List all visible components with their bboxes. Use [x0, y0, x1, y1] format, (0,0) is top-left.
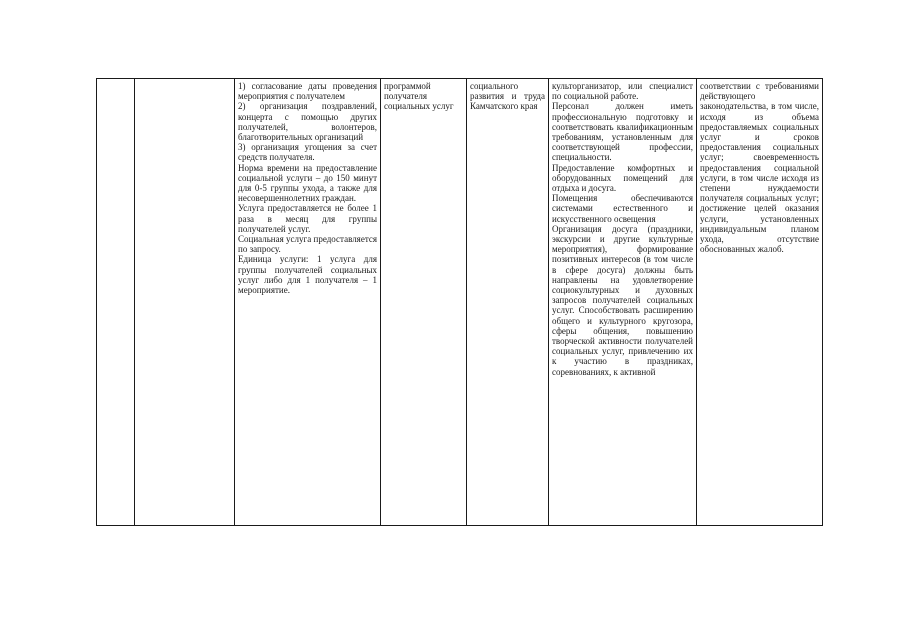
cell-ministry — [467, 79, 549, 526]
description-paragraph: 3) организация угощения за счет средств получателя. — [238, 142, 377, 163]
conditions-paragraph: Помещения обеспечиваются системами естественного и искусственного освещения — [552, 193, 693, 224]
description-paragraph: Норма времени на предоставление социальной услуги – до 150 минут для 0-5 группы ухода, а также для несовершеннолетних граждан. — [238, 162, 377, 204]
ministry-text: социального развития и труда Камчатского края — [470, 81, 545, 112]
program-text: программой получателя социальных услуг — [384, 81, 454, 112]
description-paragraph: 1) согласование даты проведения мероприятия с получателем — [238, 81, 377, 102]
description-paragraph: Услуга предоставляется не более 1 раза в месяц для группы получателей услуг. — [238, 203, 377, 234]
cell-conditions — [549, 79, 697, 526]
criteria-text: соответствии с требованиями действующего законодательства, в том числе, исходя из объема предоставляемых социальных услуг и сроков предоставления социальных услуг; своевременность предоставления социальной услуги, в том числе исходя из степени нуждаемости получателя социальных услуг; достижение целей оказания услуги, установленных индивидуальным планом ухода, отсутствие обоснованных жалоб. — [700, 81, 819, 255]
cell-service-description — [235, 79, 381, 526]
conditions-paragraph: Организация досуга (праздники, экскурсии и другие культурные мероприятия), формирование позитивных интересов (в том числе в сфере досуга) должны быть направлены на удовлетворение социокультурных и духовных запросов получателей социальных услуг. Способствовать расширению общего и культурного кругозора, сферы общения, повышению творческой активности получателей социальных услуг, привлечению их к участию в праздниках, соревнованиях, к активной — [552, 223, 693, 377]
conditions-paragraph: Персонал должен иметь профессиональную подготовку и соответствовать квалификационным требованиям, установленным для соответствующей профессии, специальности. — [552, 101, 693, 163]
services-table — [96, 78, 823, 526]
cell-number — [97, 79, 135, 526]
conditions-paragraph: Предоставление комфортных и оборудованных помещений для отдыха и досуга. — [552, 162, 693, 194]
cell-service-name — [135, 79, 235, 526]
description-paragraph: Социальная услуга предоставляется по запросу. — [238, 234, 377, 255]
description-paragraph: Единица услуги: 1 услуга для группы получателей социальных услуг либо для 1 получателя – 1 мероприятие. — [238, 254, 377, 296]
description-paragraph: 2) организация поздравлений, концерта с помощью других получателей, волонтеров, благотворительных организаций — [238, 101, 377, 143]
cell-quality-criteria — [697, 79, 823, 526]
cell-program — [381, 79, 467, 526]
table-row — [97, 79, 823, 526]
conditions-paragraph: культорганизатор, или специалист по социальной работе. — [552, 81, 693, 102]
